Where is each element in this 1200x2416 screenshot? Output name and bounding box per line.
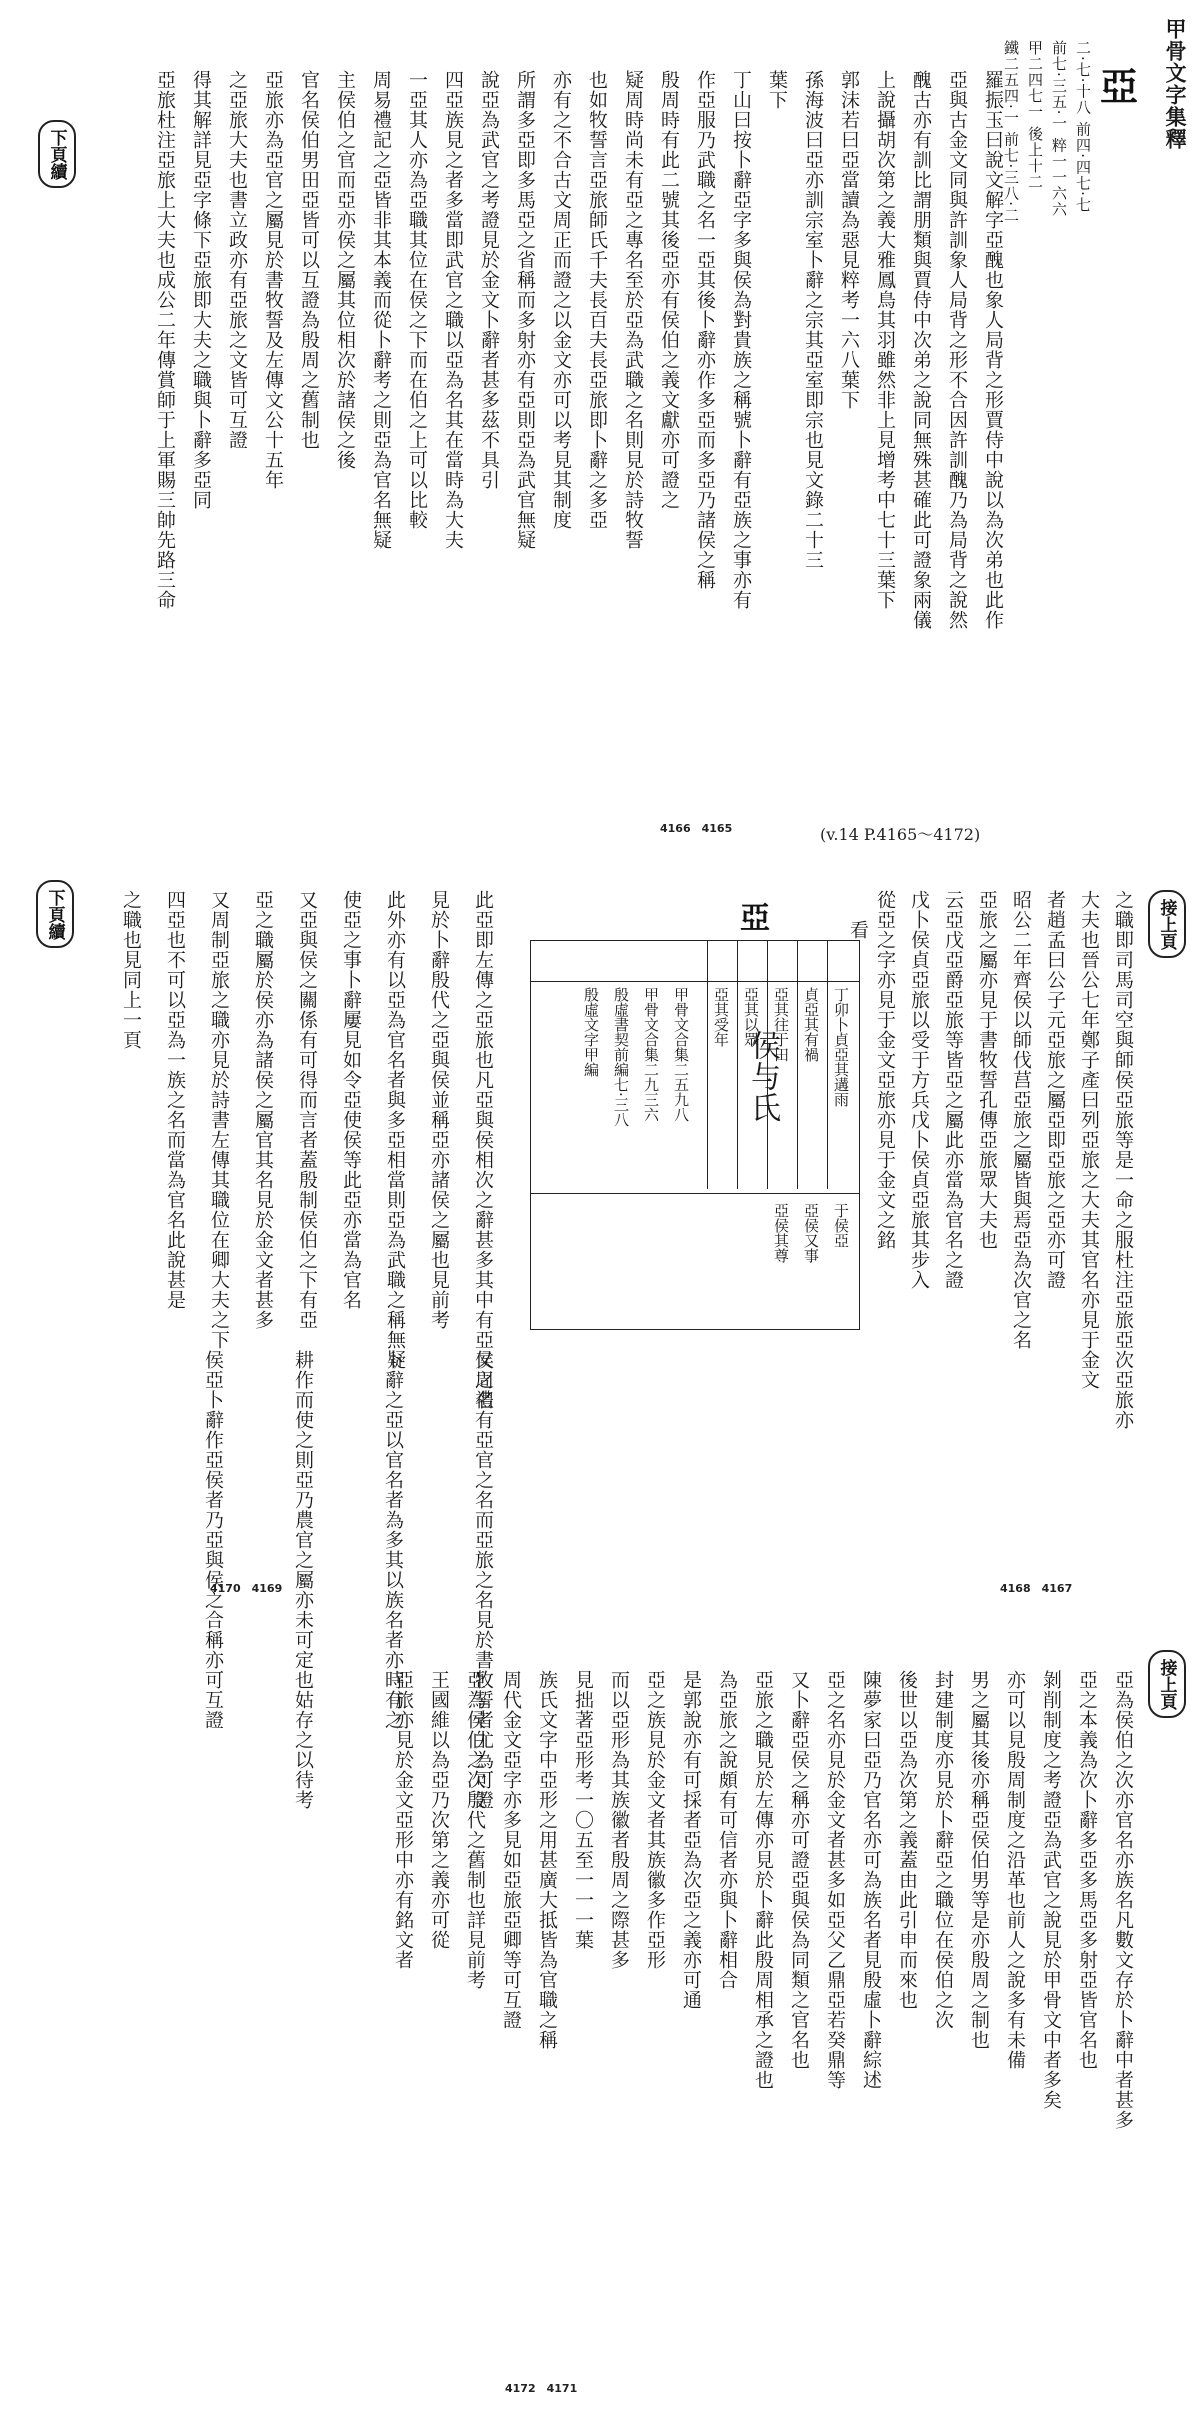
text-column: 之職即司馬司空與師侯亞旅等是一命之服杜注亞旅亞次亞旅亦	[1112, 890, 1134, 1430]
column-lead: 看	[847, 920, 869, 940]
text-column: 亦有之不合古文周正而證之以金文亦可以考見其制度	[550, 70, 572, 530]
text-column: 王國維以為亞乃次第之義亦可從	[428, 1670, 450, 1950]
text-column: 上說攝胡次第之義大雅鳳鳥其羽雖然非上見增考中七十三葉下	[874, 70, 896, 610]
text-column: 後世以亞為次第之義蓋由此引申而來也	[896, 1670, 918, 2010]
text-column: 所謂多亞即多馬亞之省稱而多射亦有亞則亞為武官無疑	[514, 70, 536, 550]
text-column: 前七·三五·一 粹一一六六	[1050, 40, 1068, 218]
text-column: 亞旅亦見於金文亞形中亦有銘文者	[392, 1670, 414, 1970]
table-cell: 亞其以眾	[742, 987, 760, 1047]
table-note: 亞侯其尊	[772, 1203, 790, 1263]
page-number: 4168 4167	[1000, 1582, 1073, 1595]
text-column: 郭沫若曰亞當讀為惡見粹考一六八葉下	[838, 70, 860, 410]
text-column: 亞之本義為次卜辭多亞多馬亞多射亞皆官名也	[1076, 1670, 1098, 2070]
text-column: 一亞其人亦為亞職其位在侯之下而在伯之上可以比較	[406, 70, 428, 530]
text-column: 又卜辭亞侯之稱亦可證亞與侯為同類之官名也	[788, 1670, 810, 2070]
table-cell: 殷虛書契前編七·三八	[612, 987, 630, 1127]
text-column: 丁山曰按卜辭亞字多與侯為對貴族之稱號卜辭有亞族之事亦有	[730, 70, 752, 610]
page-number: 4166 4165	[660, 822, 733, 835]
text-column: 亞旅之屬亦見于書牧誓孔傳亞旅眾大夫也	[976, 890, 998, 1250]
page-number: 4172 4171	[505, 2382, 578, 2395]
top-page	[0, 0, 1200, 860]
text-column: 亞之職屬於侯亦為諸侯之屬官其名見於金文者甚多	[252, 890, 274, 1330]
text-column: 作亞服乃武職之名一亞其後卜辭亦作多亞而多亞乃諸侯之稱	[694, 70, 716, 590]
text-column: 羅振玉曰說文解字亞醜也象人局背之形賈侍中說以為次弟也此作	[982, 70, 1004, 630]
text-column: 四亞也不可以亞為一族之名而當為官名此說甚是	[164, 890, 186, 1310]
table-cell: 甲骨文合集二五九八	[672, 987, 690, 1122]
side-badge: 接上頁	[1148, 890, 1186, 958]
text-column: 云亞戊亞爵亞旅等皆亞之屬此亦當為官名之證	[942, 890, 964, 1290]
text-column: 亞為侯伯之次殷代之舊制也詳見前考	[464, 1670, 486, 1990]
text-column: 此亞即左傳之亞旅也凡亞與侯相次之辭甚多其中有亞侯之名	[472, 890, 494, 1410]
text-column: 之亞旅大夫也書立政亦有亞旅之文皆可互證	[226, 70, 248, 450]
table-title-hou: 侯与氏	[745, 1030, 780, 1123]
text-column: 見於卜辭殷代之亞與侯並稱亞亦諸侯之屬也見前考	[428, 890, 450, 1330]
text-column: 鐵二五四·一 前七·三八·二	[1002, 40, 1020, 224]
text-column: 說亞為武官之考證見於金文卜辭者甚多茲不具引	[478, 70, 500, 490]
text-column: 族氏文字中亞形之用甚廣大抵皆為官職之稱	[536, 1670, 558, 2050]
text-column: 又亞與侯之關係有可得而言者蓋殷制侯伯之下有亞	[296, 890, 318, 1330]
text-column: 封建制度亦見於卜辭亞之職位在侯伯之次	[932, 1670, 954, 2030]
text-column: 周易禮記之亞皆非其本義而從卜辭考之則亞為官名無疑	[370, 70, 392, 550]
text-column: 卜辭之亞以官名者為多其以族名者亦時有之	[382, 1350, 404, 1730]
text-column: 者趙孟曰公子元亞旅之屬亞即亞旅之亞亦可證	[1044, 890, 1066, 1290]
text-column: 又周制亞旅之職亦見於詩書左傳其職位在卿大夫之下	[208, 890, 230, 1350]
text-column: 亞與古金文同與許訓象人局背之形不合因許訓醜乃為局背之說然	[946, 70, 968, 630]
text-column: 耕作而使之則亞乃農官之屬亦未可定也姑存之以待考	[292, 1350, 314, 1810]
text-column: 而以亞形為其族徽者殷周之際甚多	[608, 1670, 630, 1970]
text-column: 亞旅亦為亞官之屬見於書牧誓及左傳文公十五年	[262, 70, 284, 490]
text-column: 醜古亦有訓比謂朋類與賈侍中次弟之說同無殊甚確此可證象兩儀	[910, 70, 932, 630]
text-column: 之職也見同上一頁	[120, 890, 142, 1050]
text-column: 亦可以見殷周制度之沿革也前人之說多有未備	[1004, 1670, 1026, 2070]
text-column: 陳夢家曰亞乃官名亦可為族名者見殷虛卜辭綜述	[860, 1670, 882, 2090]
text-column: 剝削制度之考證亞為武官之說見於甲骨文中者多矣	[1040, 1670, 1062, 2110]
text-column: 又周禮有亞官之名而亞旅之名見於書牧誓者尤為可證	[472, 1350, 494, 1810]
handwritten-note: (v.14 P.4165～4172)	[820, 825, 981, 844]
text-column: 四亞族見之者多當即武官之職以亞為名其在當時為大夫	[442, 70, 464, 550]
text-column: 周代金文亞字亦多見如亞旅亞卿等可互證	[500, 1670, 522, 2030]
table-cell: 貞亞其有禍	[802, 987, 820, 1062]
text-column: 亞旅之職見於左傳亦見於卜辭此殷周相承之證也	[752, 1670, 774, 2090]
text-column: 此外亦有以亞為官名者與多亞相當則亞為武職之稱無疑	[384, 890, 406, 1370]
side-badge: 下頁續	[38, 120, 76, 188]
text-column: 從亞之字亦見于金文亞旅亦見于金文之銘	[874, 890, 896, 1250]
table-cell: 丁卯卜貞亞其遘雨	[832, 987, 850, 1107]
text-column: 亞之族見於金文者其族徽多作亞形	[644, 1670, 666, 1970]
text-column: 殷周時有此二號其後亞亦有侯伯之義文獻亦可證之	[658, 70, 680, 510]
bottom-page	[0, 1640, 1200, 2416]
table-cell: 殷虛文字甲編	[582, 987, 600, 1077]
text-column: 為亞旅之說頗有可信者亦與卜辭相合	[716, 1670, 738, 1990]
text-column: 疑周時尚未有亞之專名至於亞為武職之名則見於詩牧誓	[622, 70, 644, 550]
text-column: 昭公二年齊侯以師伐莒亞旅之屬皆與焉亞為次官之名	[1010, 890, 1032, 1350]
table-cell: 亞其往于田	[772, 987, 790, 1062]
table-cell: 亞其受年	[712, 987, 730, 1047]
side-badge: 接上頁	[1148, 1650, 1186, 1718]
text-column: 見拙著亞形考一〇五至一一一葉	[572, 1670, 594, 1950]
page-header: 甲骨文字集釋	[1163, 18, 1188, 150]
side-badge: 下頁續	[36, 880, 74, 948]
text-column: 是郭說亦有可採者亞為次亞之義亦可通	[680, 1670, 702, 2010]
text-column: 主侯伯之官而亞亦侯之屬其位相次於諸侯之後	[334, 70, 356, 470]
text-column: 亞之名亦見於金文者甚多如亞父乙鼎亞若癸鼎等	[824, 1670, 846, 2090]
page-number: 4170 4169	[210, 1582, 283, 1595]
text-column: 大夫也晉公七年鄭子產曰列亞旅之大夫其官名亦見于金文	[1078, 890, 1100, 1390]
text-column: 官名侯伯男田亞皆可以互證為殷周之舊制也	[298, 70, 320, 450]
table-note: 于侯亞	[832, 1203, 850, 1248]
text-column: 也如牧誓言亞旅師氏千夫長百夫長亞旅即卜辭之多亞	[586, 70, 608, 530]
text-column: 亞旅杜注亞旅上大夫也成公二年傳賞師于上軍賜三帥先路三命	[154, 70, 176, 610]
text-column: 二·七·十八 前四·四七·七	[1074, 40, 1092, 213]
text-column: 葉下	[766, 70, 788, 110]
text-column: 戊卜侯貞亞旅以受于方兵戊卜侯貞亞旅其步入	[908, 890, 930, 1290]
text-column: 孫海波曰亞亦訓宗室卜辭之宗其亞室即宗也見文錄二十三	[802, 70, 824, 570]
table-note: 亞侯又事	[802, 1203, 820, 1263]
headword-glyph: 亞	[1100, 64, 1139, 109]
text-column: 亞為侯伯之次亦官名亦族名凡數文存於卜辭中者甚多	[1112, 1670, 1134, 2130]
table-cell: 甲骨文合集二九三六	[642, 987, 660, 1122]
text-column: 男之屬其後亦稱亞侯伯男等是亦殷周之制也	[968, 1670, 990, 2050]
table-title-ya: 亞	[740, 901, 770, 936]
text-column: 得其解詳見亞字條下亞旅即大夫之職與卜辭多亞同	[190, 70, 212, 510]
text-column: 使亞之事卜辭屢見如令亞使侯等此亞亦當為官名	[340, 890, 362, 1310]
text-column: 甲二四七一 後上十二	[1026, 40, 1044, 190]
text-column: 侯亞卜辭作亞侯者乃亞與侯之合稱亦可互證	[202, 1350, 224, 1730]
